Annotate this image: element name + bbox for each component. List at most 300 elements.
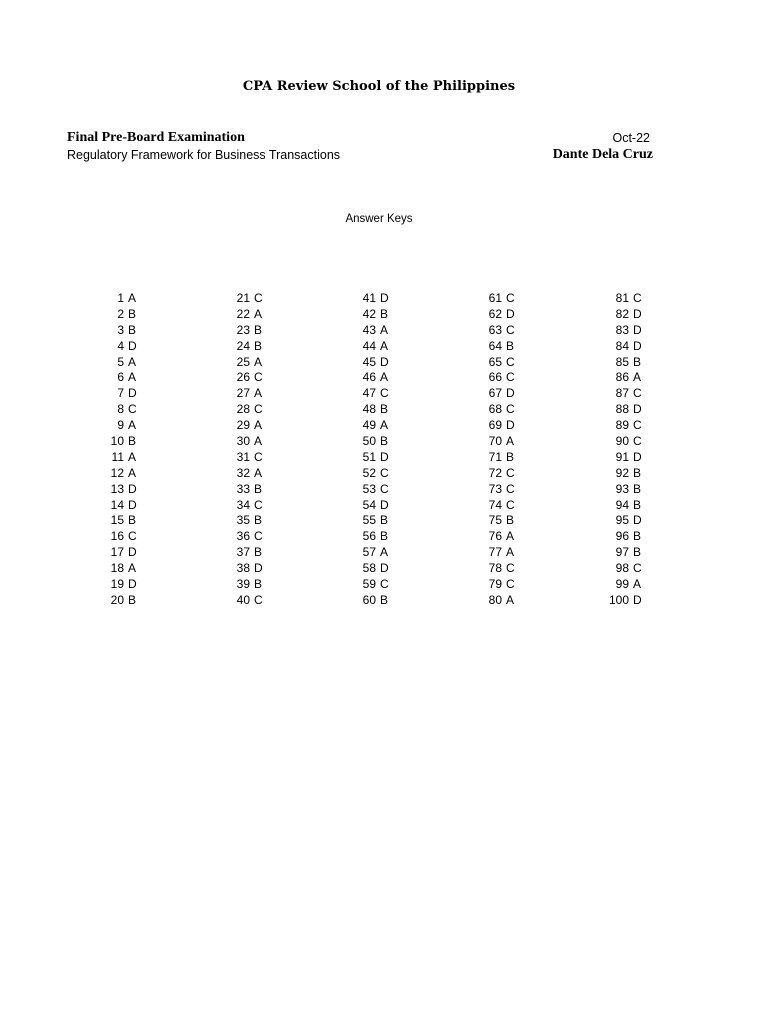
answer-row xyxy=(599,386,645,402)
question-number: 100 xyxy=(608,592,629,607)
answer-letter: A xyxy=(128,370,137,385)
answer-row xyxy=(220,339,266,355)
answer-letter: A xyxy=(380,418,389,433)
answer-letter: C xyxy=(633,434,642,449)
answer-letter: D xyxy=(128,338,137,353)
answer-letter: C xyxy=(506,370,515,385)
answer-letter: B xyxy=(254,481,263,496)
question-number: 34 xyxy=(236,497,250,512)
answer-row xyxy=(346,434,392,450)
answer-row xyxy=(599,577,645,593)
answer-letter: B xyxy=(506,338,515,353)
answer-letter: D xyxy=(380,561,389,576)
answer-letter: A xyxy=(254,354,263,369)
question-number: 31 xyxy=(236,449,250,464)
answer-row xyxy=(472,355,518,371)
answer-letter: D xyxy=(380,291,389,305)
answer-letter: D xyxy=(506,418,515,433)
answer-row xyxy=(220,577,266,593)
question-number: 2 xyxy=(117,306,124,321)
answer-row xyxy=(472,513,518,529)
question-number: 1 xyxy=(117,291,124,305)
question-number: 51 xyxy=(362,449,376,464)
answer-letter: C xyxy=(380,386,389,401)
question-number: 50 xyxy=(362,434,376,449)
question-number: 63 xyxy=(488,322,502,337)
question-number: 49 xyxy=(362,418,376,433)
answer-letter: B xyxy=(633,354,642,369)
question-number: 43 xyxy=(362,322,376,337)
question-number: 7 xyxy=(117,386,124,401)
answer-letter: D xyxy=(633,338,642,353)
question-number: 27 xyxy=(236,386,250,401)
answer-letter: C xyxy=(633,291,642,305)
answer-row xyxy=(599,466,645,482)
answer-row xyxy=(346,291,392,307)
question-number: 55 xyxy=(362,513,376,528)
question-number: 33 xyxy=(236,481,250,496)
answer-letter: A xyxy=(128,561,137,576)
answer-letter: B xyxy=(128,513,137,528)
answer-letter: C xyxy=(380,465,389,480)
question-number: 3 xyxy=(117,322,124,337)
question-number: 15 xyxy=(110,513,124,528)
answer-row xyxy=(472,593,518,609)
answer-letter: A xyxy=(254,386,263,401)
answer-letter: A xyxy=(254,306,263,321)
question-number: 45 xyxy=(362,354,376,369)
answer-letter: B xyxy=(506,449,515,464)
answer-row xyxy=(94,434,140,450)
question-number: 72 xyxy=(488,465,502,480)
question-number: 6 xyxy=(117,370,124,385)
answer-row xyxy=(599,545,645,561)
question-number: 80 xyxy=(488,592,502,607)
answer-letter: B xyxy=(254,513,263,528)
answer-letter: C xyxy=(506,322,515,337)
answer-row xyxy=(94,386,140,402)
answer-row xyxy=(220,434,266,450)
answer-row xyxy=(472,418,518,434)
question-number: 75 xyxy=(488,513,502,528)
answer-letter: A xyxy=(506,592,515,607)
question-number: 17 xyxy=(110,545,124,560)
answer-letter: C xyxy=(380,481,389,496)
answer-row xyxy=(472,482,518,498)
answer-letter: D xyxy=(128,577,137,592)
answer-row xyxy=(346,386,392,402)
question-number: 24 xyxy=(236,338,250,353)
answer-row xyxy=(599,370,645,386)
answer-row xyxy=(472,466,518,482)
answer-row xyxy=(220,307,266,323)
answer-letter: D xyxy=(380,354,389,369)
answer-letter: D xyxy=(633,322,642,337)
question-number: 37 xyxy=(236,545,250,560)
answer-letter: D xyxy=(633,306,642,321)
question-number: 14 xyxy=(110,497,124,512)
question-number: 13 xyxy=(110,481,124,496)
answer-row xyxy=(599,561,645,577)
answer-row xyxy=(599,307,645,323)
answer-row xyxy=(346,355,392,371)
answer-letter: B xyxy=(633,545,642,560)
question-number: 11 xyxy=(111,449,124,464)
answer-letter: A xyxy=(380,370,389,385)
answer-letter: C xyxy=(633,561,642,576)
question-number: 81 xyxy=(615,291,629,305)
answer-column xyxy=(472,291,518,609)
question-number: 35 xyxy=(236,513,250,528)
question-number: 56 xyxy=(362,529,376,544)
answer-letter: A xyxy=(254,418,263,433)
exam-name: Final Pre-Board Examination xyxy=(67,130,245,145)
answer-column xyxy=(599,291,645,609)
question-number: 99 xyxy=(615,577,629,592)
question-number: 77 xyxy=(488,545,502,560)
answer-letter: B xyxy=(254,338,263,353)
question-number: 54 xyxy=(362,497,376,512)
answer-row xyxy=(94,450,140,466)
answer-letter: B xyxy=(128,306,137,321)
answer-row xyxy=(220,482,266,498)
question-number: 93 xyxy=(615,481,629,496)
answer-row xyxy=(599,323,645,339)
question-number: 62 xyxy=(488,306,502,321)
question-number: 52 xyxy=(362,465,376,480)
answer-letter: D xyxy=(633,449,642,464)
question-number: 40 xyxy=(236,592,250,607)
answer-letter: A xyxy=(380,545,389,560)
question-number: 26 xyxy=(236,370,250,385)
question-number: 71 xyxy=(488,449,502,464)
answer-row xyxy=(599,482,645,498)
question-number: 29 xyxy=(236,418,250,433)
question-number: 83 xyxy=(615,322,629,337)
answer-letter: C xyxy=(506,402,515,417)
question-number: 64 xyxy=(488,338,502,353)
answer-letter: C xyxy=(506,481,515,496)
answer-row xyxy=(346,545,392,561)
question-number: 88 xyxy=(615,402,629,417)
question-number: 79 xyxy=(488,577,502,592)
answer-letter: A xyxy=(254,434,263,449)
question-number: 95 xyxy=(615,513,629,528)
answer-letter: C xyxy=(128,402,137,417)
answer-column xyxy=(94,291,140,609)
question-number: 32 xyxy=(236,465,250,480)
answer-row xyxy=(220,466,266,482)
answer-row xyxy=(472,450,518,466)
question-number: 38 xyxy=(236,561,250,576)
answer-letter: C xyxy=(254,449,263,464)
answer-letter: D xyxy=(128,497,137,512)
answer-row xyxy=(94,402,140,418)
question-number: 42 xyxy=(362,306,376,321)
question-number: 90 xyxy=(615,434,629,449)
answer-column xyxy=(220,291,266,609)
answer-letter: B xyxy=(128,322,137,337)
answer-row xyxy=(599,291,645,307)
answer-row xyxy=(599,513,645,529)
answer-letter: B xyxy=(380,529,389,544)
answer-letter: A xyxy=(633,577,642,592)
answer-letter: A xyxy=(128,449,137,464)
question-number: 4 xyxy=(117,338,124,353)
question-number: 30 xyxy=(236,434,250,449)
answer-letter: C xyxy=(254,592,263,607)
answer-row xyxy=(472,561,518,577)
answer-row xyxy=(472,545,518,561)
answer-row xyxy=(346,498,392,514)
question-number: 65 xyxy=(488,354,502,369)
answer-row xyxy=(220,370,266,386)
question-number: 68 xyxy=(488,402,502,417)
question-number: 98 xyxy=(615,561,629,576)
answer-letter: A xyxy=(506,434,515,449)
answer-letter: D xyxy=(254,561,263,576)
answer-letter: A xyxy=(128,418,137,433)
question-number: 12 xyxy=(110,465,124,480)
answer-letter: C xyxy=(254,402,263,417)
answer-letter: B xyxy=(633,481,642,496)
answer-row xyxy=(94,529,140,545)
answer-row xyxy=(472,291,518,307)
answer-row xyxy=(346,402,392,418)
answer-row xyxy=(472,370,518,386)
answer-letter: B xyxy=(506,513,515,528)
answer-row xyxy=(346,339,392,355)
answer-row xyxy=(346,482,392,498)
answer-letter: A xyxy=(254,465,263,480)
answer-letter: D xyxy=(380,449,389,464)
answer-keys-title: Answer Keys xyxy=(345,213,413,225)
question-number: 78 xyxy=(488,561,502,576)
exam-date: Oct-22 xyxy=(612,131,650,145)
answer-row xyxy=(346,513,392,529)
answer-row xyxy=(94,323,140,339)
answer-row xyxy=(220,323,266,339)
answer-letter: B xyxy=(254,322,263,337)
answer-letter: B xyxy=(380,434,389,449)
answer-row xyxy=(599,593,645,609)
answer-row xyxy=(472,577,518,593)
question-number: 39 xyxy=(236,577,250,592)
answer-row xyxy=(599,418,645,434)
answer-letter: B xyxy=(633,529,642,544)
answer-row xyxy=(94,418,140,434)
answer-letter: A xyxy=(633,370,642,385)
answer-row xyxy=(220,498,266,514)
answer-row xyxy=(599,339,645,355)
answer-letter: C xyxy=(506,561,515,576)
answer-row xyxy=(220,529,266,545)
answer-letter: C xyxy=(506,465,515,480)
question-number: 36 xyxy=(236,529,250,544)
answer-row xyxy=(94,561,140,577)
answer-row xyxy=(346,450,392,466)
answer-letter: A xyxy=(128,465,137,480)
question-number: 84 xyxy=(615,338,629,353)
answer-row xyxy=(472,339,518,355)
answer-row xyxy=(220,561,266,577)
question-number: 46 xyxy=(362,370,376,385)
answer-row xyxy=(94,370,140,386)
answer-letter: D xyxy=(128,386,137,401)
answer-row xyxy=(220,513,266,529)
question-number: 69 xyxy=(488,418,502,433)
question-number: 74 xyxy=(488,497,502,512)
answer-letter: C xyxy=(506,577,515,592)
answer-row xyxy=(472,498,518,514)
subject-name: Regulatory Framework for Business Transactions xyxy=(67,148,341,162)
question-number: 67 xyxy=(488,386,502,401)
answer-column xyxy=(346,291,392,609)
answer-letter: D xyxy=(128,481,137,496)
question-number: 76 xyxy=(488,529,502,544)
answer-row xyxy=(346,466,392,482)
answer-row xyxy=(472,307,518,323)
answer-letter: B xyxy=(380,402,389,417)
answer-letter: B xyxy=(128,592,137,607)
answer-row xyxy=(220,593,266,609)
question-number: 47 xyxy=(362,386,376,401)
answer-letter: A xyxy=(380,338,389,353)
answer-row xyxy=(346,577,392,593)
answer-row xyxy=(472,402,518,418)
answer-row xyxy=(346,370,392,386)
question-number: 53 xyxy=(362,481,376,496)
answer-letter: C xyxy=(254,370,263,385)
question-number: 91 xyxy=(615,449,629,464)
answer-letter: B xyxy=(254,577,263,592)
answer-letter: A xyxy=(380,322,389,337)
question-number: 58 xyxy=(362,561,376,576)
question-number: 86 xyxy=(615,370,629,385)
answer-letter: C xyxy=(506,354,515,369)
answer-letter: D xyxy=(633,402,642,417)
answer-row xyxy=(472,386,518,402)
answer-letter: B xyxy=(633,497,642,512)
question-number: 25 xyxy=(236,354,250,369)
answer-row xyxy=(599,402,645,418)
question-number: 23 xyxy=(236,322,250,337)
question-number: 57 xyxy=(362,545,376,560)
question-number: 94 xyxy=(615,497,629,512)
question-number: 73 xyxy=(488,481,502,496)
question-number: 18 xyxy=(110,561,124,576)
answer-letter: C xyxy=(254,291,263,305)
answer-letter: A xyxy=(128,354,137,369)
answer-letter: C xyxy=(506,497,515,512)
answer-row xyxy=(220,418,266,434)
answer-row xyxy=(94,593,140,609)
answer-row xyxy=(94,482,140,498)
question-number: 61 xyxy=(488,291,502,305)
question-number: 9 xyxy=(117,418,124,433)
answer-letter: C xyxy=(380,577,389,592)
question-number: 21 xyxy=(236,291,250,305)
question-number: 89 xyxy=(615,418,629,433)
answer-row xyxy=(599,498,645,514)
answer-row xyxy=(346,529,392,545)
answer-row xyxy=(346,561,392,577)
answer-letter: D xyxy=(380,497,389,512)
question-number: 8 xyxy=(117,402,124,417)
answer-letter: B xyxy=(633,465,642,480)
answer-row xyxy=(94,577,140,593)
answer-row xyxy=(220,355,266,371)
answer-row xyxy=(220,545,266,561)
answer-row xyxy=(599,434,645,450)
answer-row xyxy=(346,323,392,339)
answer-row xyxy=(599,529,645,545)
question-number: 82 xyxy=(615,306,629,321)
answer-row xyxy=(94,355,140,371)
question-number: 87 xyxy=(615,386,629,401)
answer-letter: A xyxy=(128,291,137,305)
question-number: 10 xyxy=(110,434,124,449)
question-number: 59 xyxy=(362,577,376,592)
answer-letter: A xyxy=(506,529,515,544)
answer-row xyxy=(346,593,392,609)
answer-row xyxy=(346,307,392,323)
answer-letter: D xyxy=(506,306,515,321)
answer-letter: C xyxy=(254,529,263,544)
answer-row xyxy=(346,418,392,434)
question-number: 19 xyxy=(110,577,124,592)
answer-row xyxy=(94,339,140,355)
question-number: 97 xyxy=(615,545,629,560)
question-number: 96 xyxy=(615,529,629,544)
author-name: Dante Dela Cruz xyxy=(552,147,653,162)
question-number: 16 xyxy=(110,529,124,544)
answer-row xyxy=(599,355,645,371)
question-number: 92 xyxy=(615,465,629,480)
question-number: 41 xyxy=(362,291,376,305)
answer-letter: C xyxy=(633,386,642,401)
answer-row xyxy=(220,450,266,466)
answer-letter: B xyxy=(254,545,263,560)
question-number: 60 xyxy=(362,592,376,607)
question-number: 5 xyxy=(117,354,124,369)
answer-letter: C xyxy=(633,418,642,433)
answer-letter: B xyxy=(380,592,389,607)
answer-row xyxy=(599,450,645,466)
answer-row xyxy=(94,291,140,307)
question-number: 48 xyxy=(362,402,376,417)
question-number: 28 xyxy=(236,402,250,417)
answer-letter: D xyxy=(633,513,642,528)
question-number: 20 xyxy=(110,592,124,607)
answer-row xyxy=(472,323,518,339)
answer-row xyxy=(220,402,266,418)
answer-row xyxy=(94,466,140,482)
answer-letter: D xyxy=(633,592,642,607)
question-number: 22 xyxy=(236,306,250,321)
question-number: 66 xyxy=(488,370,502,385)
answer-row xyxy=(220,386,266,402)
answer-letter: B xyxy=(380,306,389,321)
answer-letter: D xyxy=(506,386,515,401)
answer-letter: A xyxy=(506,545,515,560)
answer-letter: C xyxy=(506,291,515,305)
answer-row xyxy=(94,498,140,514)
answer-letter: C xyxy=(128,529,137,544)
question-number: 85 xyxy=(615,354,629,369)
answer-letter: B xyxy=(128,434,137,449)
answer-row xyxy=(94,545,140,561)
